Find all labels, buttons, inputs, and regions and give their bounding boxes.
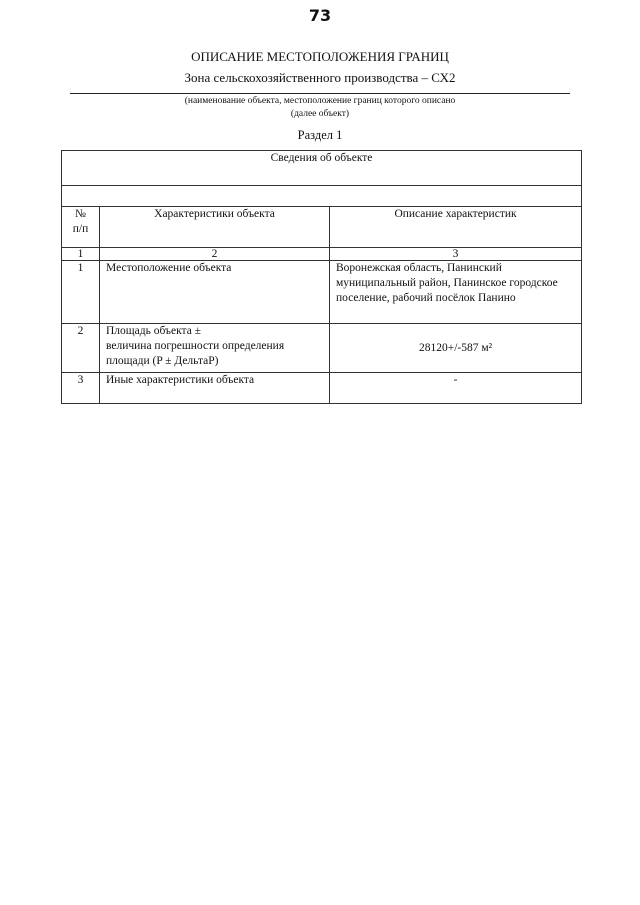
row-description: 28120+/-587 м² — [330, 324, 582, 373]
column-number-row — [62, 248, 582, 261]
column-header-number: № п/п — [62, 207, 100, 248]
empty-cell — [62, 186, 582, 207]
document-title: ОПИСАНИЕ МЕСТОПОЛОЖЕНИЯ ГРАНИЦ — [191, 49, 449, 64]
title-underline — [70, 93, 570, 94]
row-number: 3 — [62, 373, 100, 404]
column-number-3: 3 — [330, 248, 582, 261]
caption-line-2: (далее объект) — [290, 109, 350, 119]
column-number-1: 1 — [62, 248, 100, 261]
row-description: Воронежская область, Панинский муниципальный район, Панинское городское поселение, рабочий посёлок Панино — [330, 261, 582, 324]
page-number: 73 — [308, 6, 332, 25]
object-info-table — [61, 150, 582, 404]
table-header: Сведения об объекте — [62, 151, 582, 186]
zone-name: Зона сельскохозяйственного производства – СХ2 — [184, 70, 456, 85]
row-characteristic: Площадь объекта ± величина погрешности определения площади (P ± ДельтаP) — [100, 324, 330, 373]
column-header-characteristic: Характеристики объекта — [100, 207, 330, 248]
table-header-row — [62, 151, 582, 186]
column-header-row — [62, 207, 582, 248]
row-characteristic: Местоположение объекта — [100, 261, 330, 324]
caption-line-1: (наименование объекта, местоположение границ которого описано — [184, 96, 456, 106]
row-description: - — [330, 373, 582, 404]
column-number-2: 2 — [100, 248, 330, 261]
table-row — [62, 324, 582, 373]
section-title: Раздел 1 — [297, 128, 343, 142]
row-number: 2 — [62, 324, 100, 373]
table-row — [62, 261, 582, 324]
row-number: 1 — [62, 261, 100, 324]
table-empty-row — [62, 186, 582, 207]
column-header-description: Описание характеристик — [330, 207, 582, 248]
table-row — [62, 373, 582, 404]
row-characteristic: Иные характеристики объекта — [100, 373, 330, 404]
